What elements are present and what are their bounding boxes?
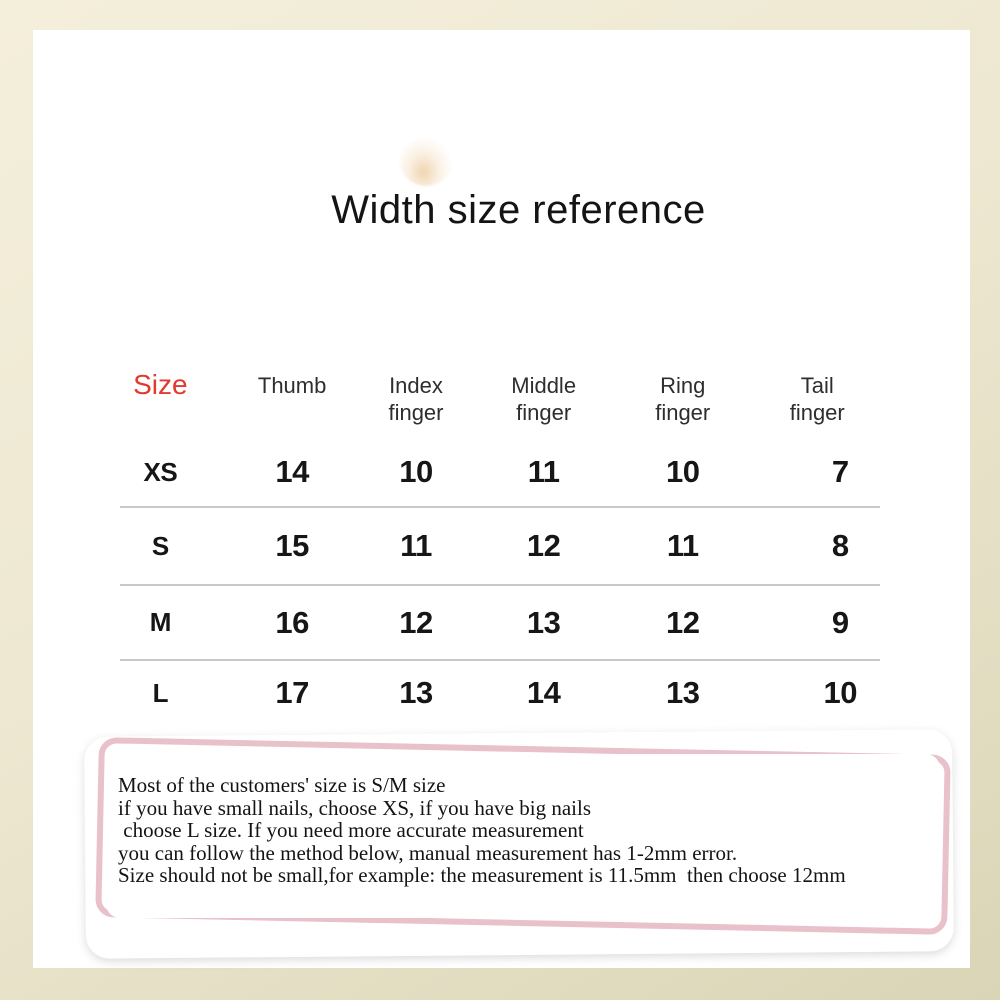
cell-s-index: 11 [400, 528, 432, 563]
cell-l-thumb: 17 [275, 675, 309, 710]
note-line-4: you can follow the method below, manual measurement has 1-2mm error. [118, 840, 738, 865]
note-line-5: Size should not be small,for example: the measurement is 11.5mm then choose 12mm [118, 863, 846, 887]
cell-s-middle: 12 [526, 528, 561, 563]
table-header-row [120, 368, 880, 438]
cell-s-thumb: 15 [275, 528, 309, 563]
cell-m-thumb: 16 [275, 604, 309, 640]
cell-l-ring: 13 [665, 675, 700, 710]
cell-l-middle: 14 [526, 675, 561, 710]
header-tail-finger: Tail finger [789, 373, 845, 425]
note-text [118, 774, 948, 887]
cell-xs-middle: 11 [527, 454, 560, 489]
note-line-1: Most of the customers' size is S/M size [118, 773, 446, 797]
cell-xs-index: 10 [399, 454, 433, 489]
cell-xs-ring: 10 [665, 454, 700, 489]
header-size: Size [133, 369, 188, 400]
header-ring-finger: Ring finger [655, 373, 711, 425]
cell-m-index: 12 [399, 604, 433, 640]
row-label-s: S [151, 530, 169, 561]
header-middle-finger: Middle finger [511, 373, 577, 425]
table-row-xs [120, 438, 880, 508]
stain-smudge [400, 138, 452, 186]
note-line-2: if you have small nails, choose XS, if you have big nails [118, 795, 592, 820]
note-line-3: choose L size. If you need more accurate measurement [118, 818, 584, 842]
cell-m-ring: 12 [665, 604, 700, 640]
size-reference-table [120, 368, 880, 725]
table-row-m [120, 586, 880, 661]
row-label-l: L [152, 677, 169, 708]
header-thumb: Thumb [257, 373, 327, 398]
cell-s-tail: 8 [831, 528, 849, 563]
row-label-m: M [149, 607, 171, 637]
cell-m-middle: 13 [526, 604, 561, 640]
page-title: Width size reference [331, 188, 706, 232]
cell-l-tail: 10 [823, 675, 857, 710]
cell-m-tail: 9 [831, 604, 849, 640]
cell-s-ring: 11 [666, 528, 699, 563]
row-label-xs: XS [143, 456, 178, 487]
table-row-l [120, 661, 880, 725]
cell-xs-thumb: 14 [275, 454, 309, 489]
cell-xs-tail: 7 [831, 454, 849, 489]
table-row-s [120, 508, 880, 586]
content-card [33, 30, 970, 968]
header-index-finger: Index finger [388, 373, 444, 425]
cell-l-index: 13 [399, 675, 433, 710]
